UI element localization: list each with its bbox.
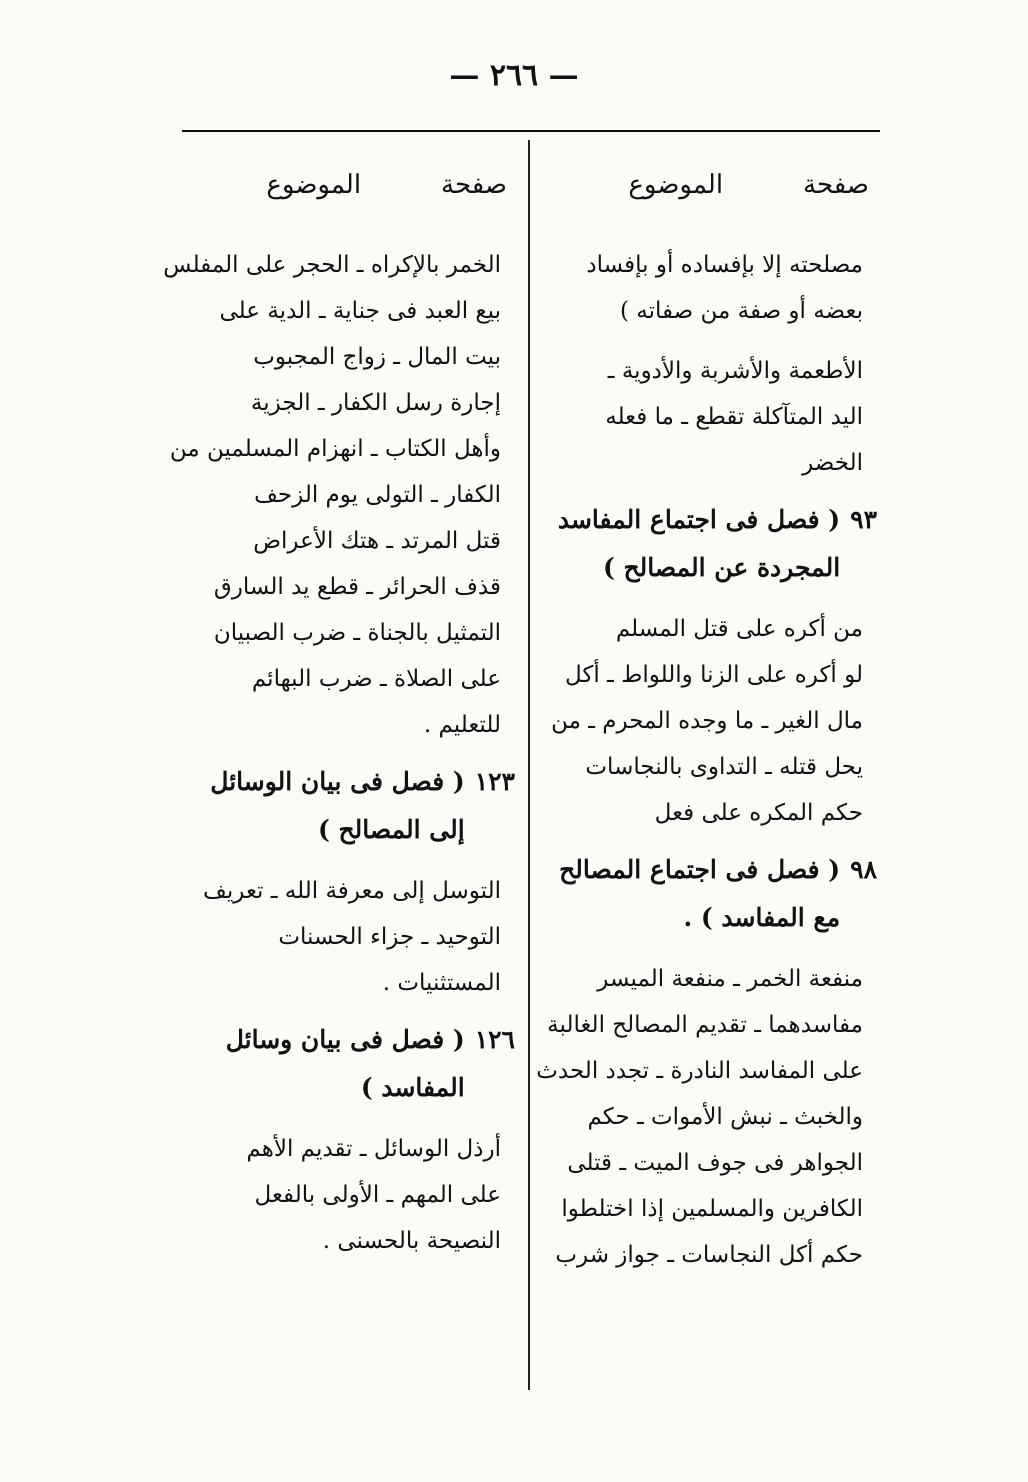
section-body (536, 956, 863, 1278)
body-line: والخبث ـ نبش الأموات ـ حكم (587, 1104, 863, 1130)
body-line: وأهل الكتاب ـ انهزام المسلمين من (169, 436, 501, 462)
body-line: قتل المرتد ـ هتك الأعراض (253, 528, 501, 554)
section-heading (180, 1016, 515, 1112)
body-line: قذف الحرائر ـ قطع يد السارق (213, 574, 501, 600)
left-column-header (180, 150, 515, 220)
section-body (542, 606, 863, 836)
body-line: على الصلاة ـ ضرب البهائم (251, 666, 501, 692)
section-page-number: ١٢٣ (474, 767, 515, 796)
body-line: للتعليم . (423, 712, 501, 738)
body-line: المستثنيات . (382, 970, 501, 996)
section-body (180, 1126, 501, 1264)
section-heading (542, 846, 877, 942)
body-line: منفعة الخمر ـ منفعة الميسر (597, 966, 863, 992)
column-divider (528, 140, 530, 1390)
section-page-number: ١٢٦ (474, 1025, 515, 1054)
page-label: صفحة (441, 170, 507, 200)
header-rule (182, 130, 880, 132)
body-line: على المهم ـ الأولى بالفعل (254, 1182, 501, 1208)
body-line: مفاسدهما ـ تقديم المصالح الغالبة (547, 1012, 863, 1038)
body-line: حكم المكره على فعل (654, 800, 863, 826)
left-column (163, 150, 515, 1274)
page-number: — ٢٦٦ — (449, 58, 579, 93)
right-column (536, 150, 877, 1288)
section-title: ( فصل فى بيان وسائل المفاسد ) (225, 1025, 465, 1102)
body-line: مصلحته إلا بإفساده أو بإفساد (586, 252, 863, 278)
section-heading (180, 758, 515, 854)
body-line: الأطعمة والأشربة والأدوية ـ (607, 358, 863, 384)
section-98 (536, 846, 877, 1278)
topic-label: الموضوع (266, 170, 362, 200)
body-line: التمثيل بالجناة ـ ضرب الصبيان (213, 620, 501, 646)
section-page-number: ٩٨ (850, 855, 877, 884)
topic-label: الموضوع (628, 170, 724, 200)
body-line: على المفاسد النادرة ـ تجدد الحدث (536, 1058, 863, 1084)
intro-block (542, 348, 863, 486)
section-title: ( فصل فى بيان الوسائل إلى المصالح ) (210, 767, 465, 844)
section-body (180, 868, 501, 1006)
section-126 (180, 1016, 515, 1264)
body-line: الخمر بالإكراه ـ الحجر على المفلس (163, 252, 501, 278)
body-line: لو أكره على الزنا واللواط ـ أكل (564, 662, 863, 688)
body-line: مال الغير ـ ما وجده المحرم ـ من (551, 708, 863, 734)
body-line: إجارة رسل الكفار ـ الجزية (250, 390, 501, 416)
body-line: الخضر (802, 450, 863, 476)
body-line: الكافرين والمسلمين إذا اختلطوا (561, 1196, 863, 1222)
body-line: بيع العبد فى جناية ـ الدية على (219, 298, 501, 324)
body-line: من أكره على قتل المسلم (615, 616, 863, 642)
section-heading (542, 496, 877, 592)
body-line: التوحيد ـ جزاء الحسنات (278, 924, 501, 950)
body-line: النصيحة بالحسنى . (322, 1228, 501, 1254)
continuation-block (542, 242, 863, 334)
body-line: أرذل الوسائل ـ تقديم الأهم (246, 1136, 501, 1162)
intro-block (163, 242, 501, 748)
page-label: صفحة (803, 170, 869, 200)
section-title: ( فصل فى اجتماع المفاسد المجردة عن المصالح ) (557, 505, 841, 582)
section-93 (542, 496, 877, 836)
body-line: الكفار ـ التولى يوم الزحف (254, 482, 501, 508)
section-page-number: ٩٣ (850, 505, 877, 534)
body-line: الجواهر فى جوف الميت ـ قتلى (567, 1150, 863, 1176)
body-line: التوسل إلى معرفة الله ـ تعريف (203, 878, 501, 904)
body-line: بيت المال ـ زواج المجبوب (253, 344, 501, 370)
body-line: يحل قتله ـ التداوى بالنجاسات (585, 754, 863, 780)
body-line: اليد المتآكلة تقطع ـ ما فعله (605, 404, 863, 430)
right-column-header (542, 150, 877, 220)
body-line: حكم أكل النجاسات ـ جواز شرب (555, 1242, 863, 1268)
section-title: ( فصل فى اجتماع المصالح مع المفاسد ) . (559, 855, 841, 932)
section-123 (180, 758, 515, 1006)
body-line: بعضه أو صفة من صفاته ) (619, 298, 863, 324)
